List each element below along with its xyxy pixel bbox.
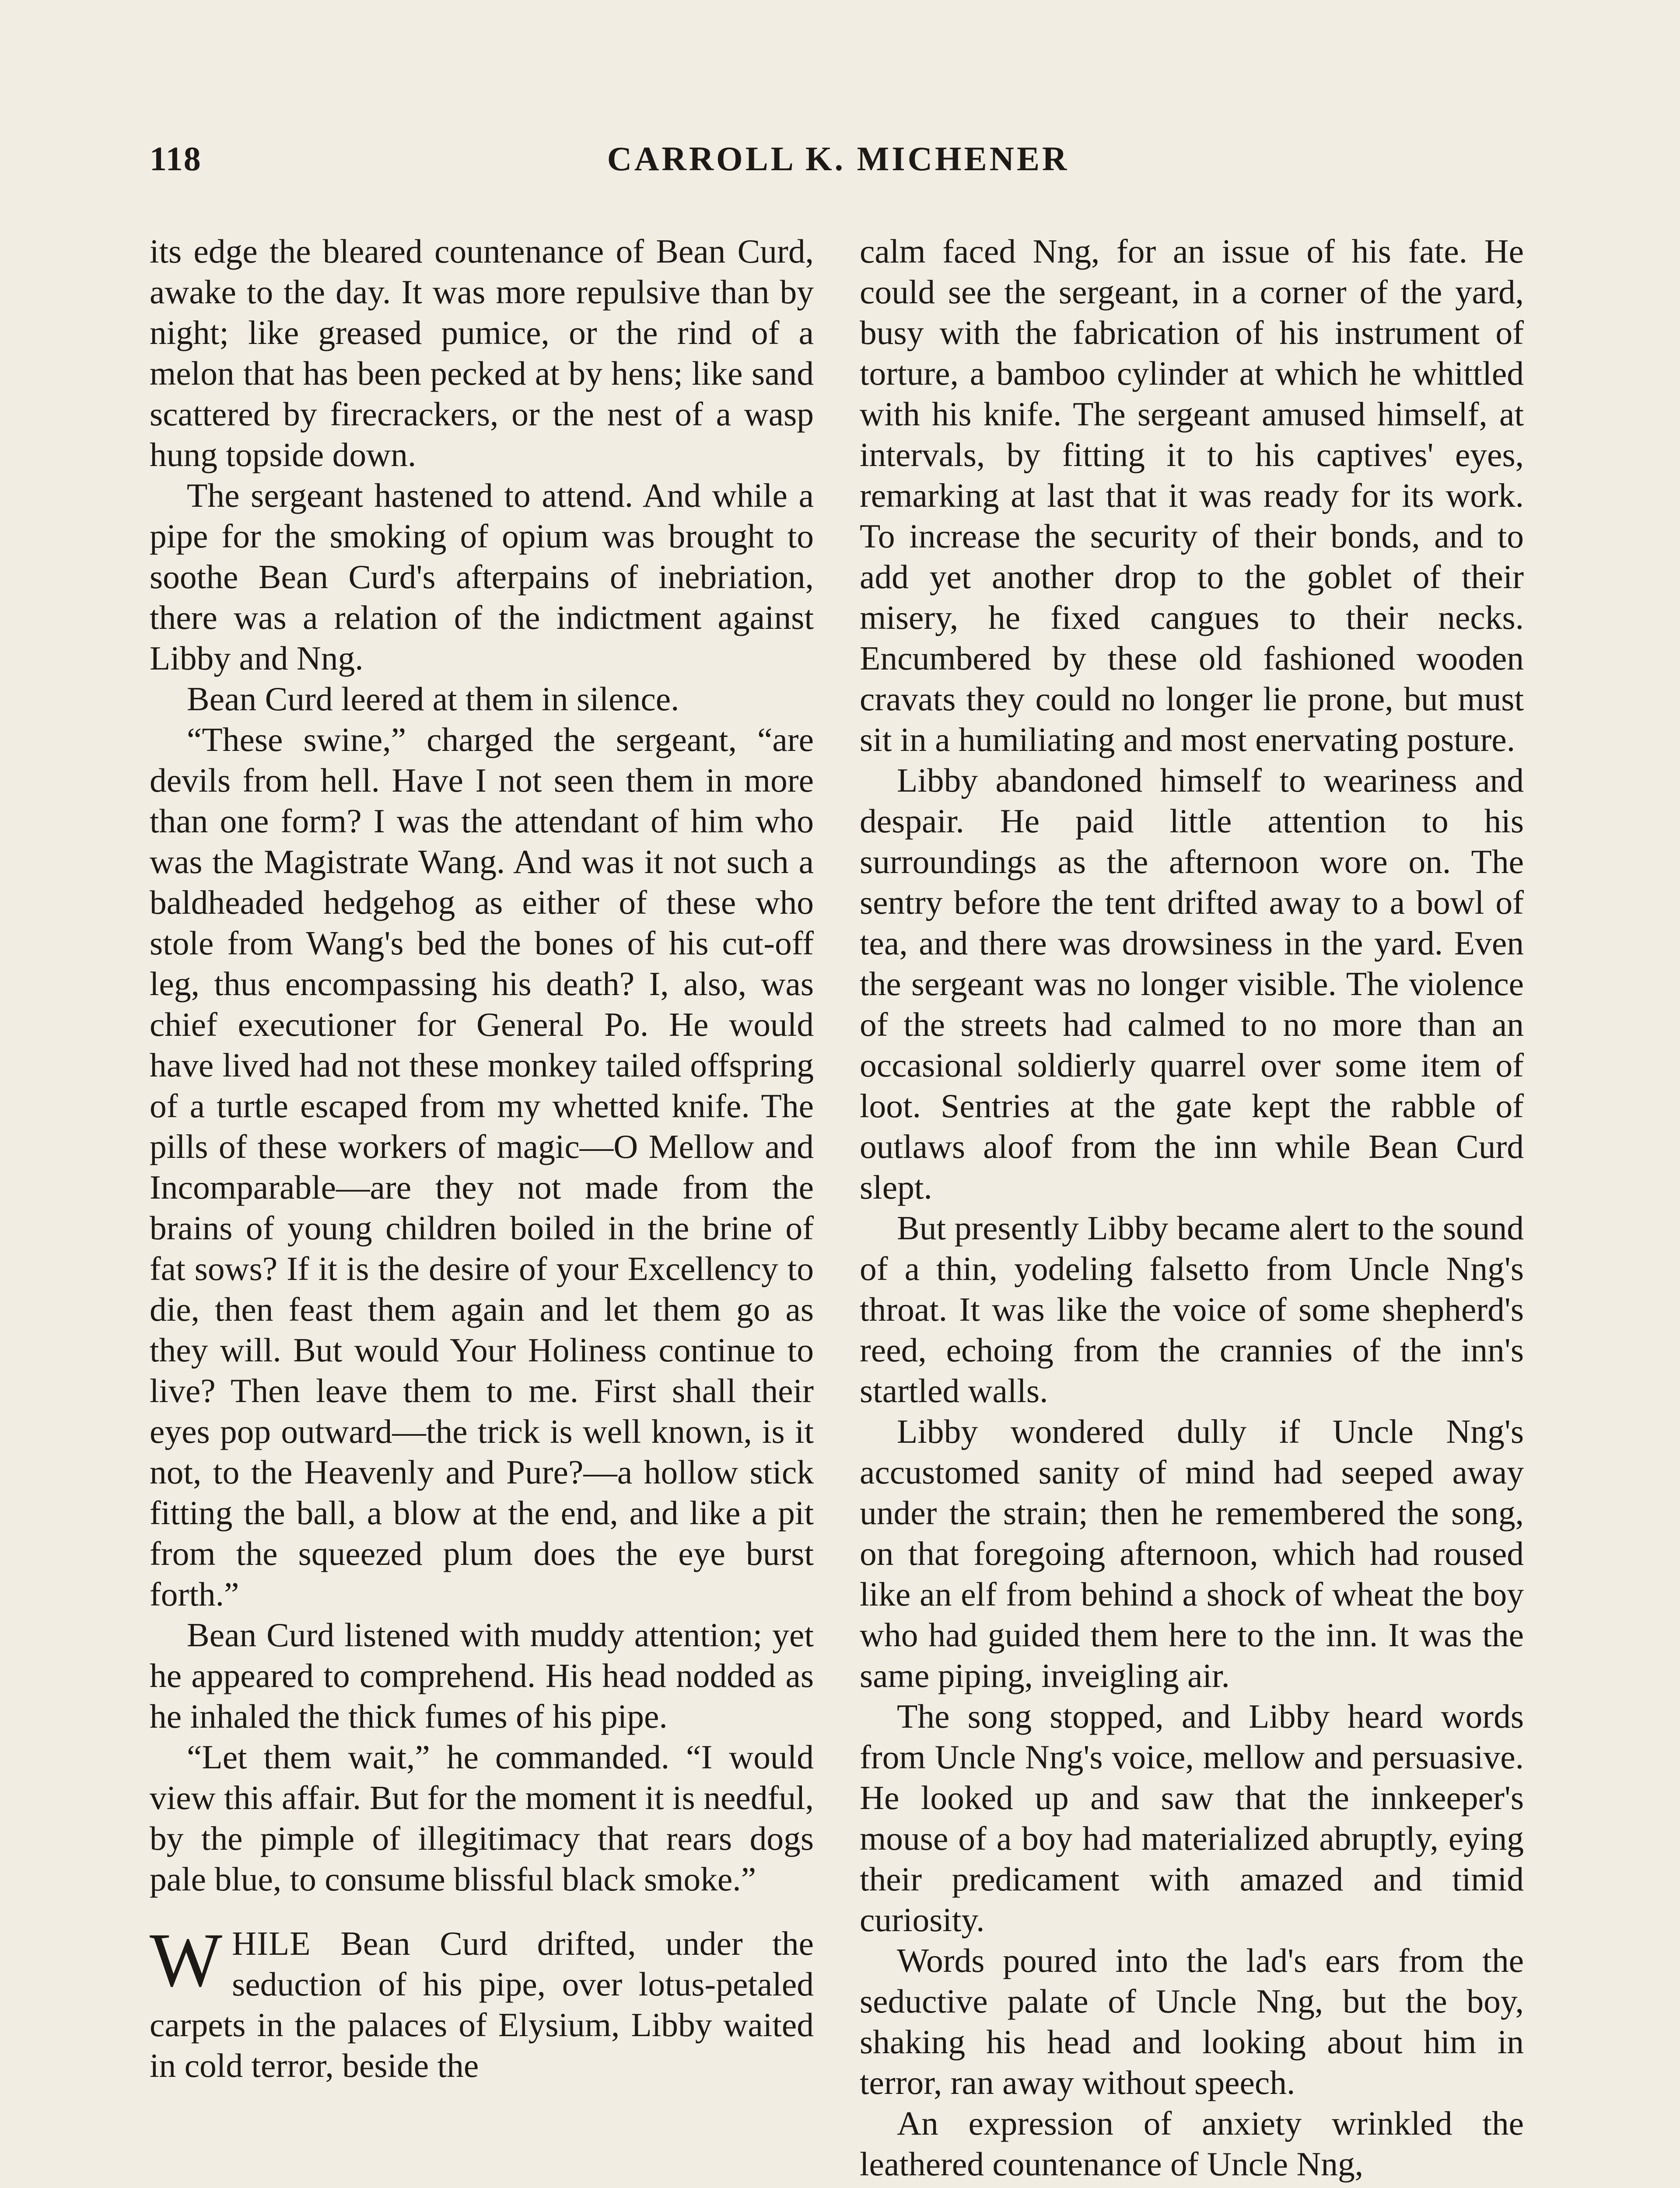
paragraph: Words poured into the lad's ears from the seductive palate of Uncle Nng, but the boy, shaking his head and looking about him in terror, ran away without speech. bbox=[860, 1942, 1524, 2101]
paragraph: The sergeant hastened to attend. And while a pipe for the smoking of opium was brought to soothe Bean Curd's afterpains of inebriation, there was a relation of the indictment against Libby and Nng. bbox=[150, 477, 814, 677]
paragraph: But presently Libby became alert to the sound of a thin, yodeling falsetto from Uncle Nng's throat. It was like the voice of some shepherd's reed, echoing from the crannies of the inn's startled walls. bbox=[860, 1209, 1524, 1410]
lead-in-caps: HILE bbox=[232, 1925, 311, 1962]
paragraph: Bean Curd leered at them in silence. bbox=[187, 680, 679, 718]
paragraph: its edge the bleared countenance of Bean Curd, awake to the day. It was more repulsive than by night; like greased pumice, or the rind of a melon that has been pecked at by hens; like sand scattered by firecrackers, or the nest of a wasp hung topside down. bbox=[150, 232, 814, 473]
paragraph: calm faced Nng, for an issue of his fate. He could see the sergeant, in a corner of the yard, busy with the fabrication of his instrument of torture, a bamboo cylinder at which he whittled with his knife. The sergeant amused himself, at intervals, by fitting it to his captives' eyes, remarking at last that it was ready for its work. To increase the security of their bonds, and to add yet another drop to the goblet of their misery, he fixed cangues to their necks. Encumbered by these old fashioned wooden cravats they could no longer lie prone, but must sit in a humiliating and most enervating posture. bbox=[860, 232, 1524, 758]
page-number: 118 bbox=[150, 140, 202, 178]
paragraph: Libby abandoned himself to weariness and despair. He paid little attention to his surroundings as the afternoon wore on. The sentry before the tent drifted away to a bowl of tea, and there was drowsiness in the yard. Even the sergeant was no longer visible. The violence of the streets had calmed to no more than an occasional soldierly quarrel over some item of loot. Sentries at the gate kept the rabble of outlaws aloof from the inn while Bean Curd slept. bbox=[860, 761, 1524, 1206]
page-header bbox=[150, 139, 1527, 187]
paragraph: “Let them wait,” he commanded. “I would view this affair. But for the moment it is needful, by the pimple of illegitimacy that rears dogs pale blue, to consume blissful black smoke.” bbox=[150, 1738, 814, 1898]
right-column bbox=[860, 231, 1524, 2184]
paragraph: The song stopped, and Libby heard words from Uncle Nng's voice, mellow and persuasive. He looked up and saw that the innkeeper's mouse of a boy had materialized abruptly, eying their predicament with amazed and timid curiosity. bbox=[860, 1697, 1524, 1939]
running-head: CARROLL K. MICHENER bbox=[607, 140, 1070, 178]
paragraph: An expression of anxiety wrinkled the leathered countenance of Uncle Nng, bbox=[860, 2104, 1524, 2183]
left-column bbox=[150, 231, 814, 2086]
paragraph: Libby wondered dully if Uncle Nng's accustomed sanity of mind had seeped away under the strain; then he remembered the song, on that foregoing afternoon, which had roused like an elf from behind a shock of wheat the boy who had guided them here to the inn. It was the same piping, inveigling air. bbox=[860, 1413, 1524, 1694]
paragraph-text: Bean Curd drifted, under the seduction of his pipe, over lotus-petaled carpets in the palaces of Elysium, Libby waited in cold terror, beside the bbox=[150, 1925, 814, 2084]
paragraph: “These swine,” charged the sergeant, “are devils from hell. Have I not seen them in more than one form? I was the attendant of him who was the Magistrate Wang. And was it not such a baldheaded hedgehog as either of these who stole from Wang's bed the bones of his cut-off leg, thus encompassing his death? I, also, was chief executioner for General Po. He would have lived had not these monkey tailed offspring of a turtle escaped from my whetted knife. The pills of these workers of magic—O Mellow and Incomparable—are they not made from the brains of young children boiled in the brine of fat sows? If it is the desire of your Excellency to die, then feast them again and let them go as they will. But would Your Holiness continue to live? Then leave them to me. First shall their eyes pop outward—the trick is well known, is it not, to the Heavenly and Pure?—a hollow stick fitting the ball, a blow at the end, and like a pit from the squeezed plum does the eye burst forth.” bbox=[150, 721, 814, 1613]
paragraph: Bean Curd listened with muddy attention; yet he appeared to comprehend. His head nodded as he inhaled the thick fumes of his pipe. bbox=[150, 1616, 814, 1735]
drop-cap: W bbox=[150, 1918, 223, 2003]
section-start-paragraph bbox=[150, 1918, 814, 2086]
